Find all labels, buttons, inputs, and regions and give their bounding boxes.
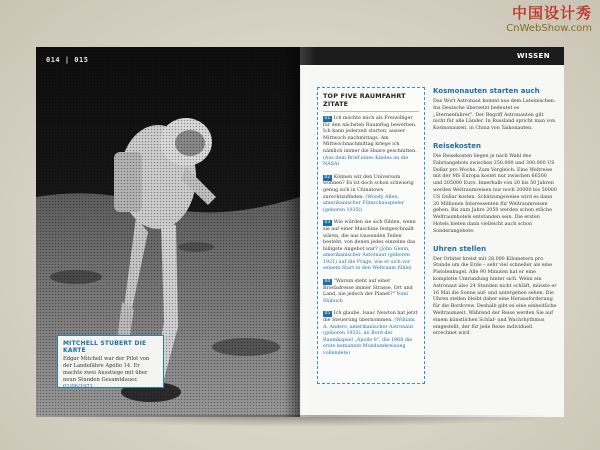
quote-number: 05	[324, 311, 331, 317]
quote-item	[323, 175, 419, 215]
section-header	[300, 47, 564, 65]
quote-text: Ich möchte mich als Freiwilliger für den nächsten Raumflug bewerben. Ich kann jederzeit starten, ausser Mittwoch nachmittags. Am Mittwochnachmittag kriege ich nämlich immer die Haare geschnitten.	[323, 116, 417, 154]
quote-source: (Woody Allen, amerikanischer Filmschauspieler (geboren 1935))	[323, 194, 405, 213]
article-paragraph: Der Orbiter kreist mit 28.000 Kilometern pro Stunde um die Erde – sehr viel schneller als eine Pistolenkugel. Alle 90 Minuten hat er eine komplette Umrundung hinter sich. Wenn ein Astronaut also 24 Stunden nicht schläft, müsste er 16 Mal die Sonne auf- und untergehen sehen. Die Uhren stellen bleibt daher eine Herausforderung für die Bordcrew. Deshalb gibt es eine einheitliche Weltraumzeit. Während der Reise werden Sie auf einem künstlichen Schlaf- und Wachrhythmus eingestellt, der für jede Reise individuell errechnet wird.	[433, 256, 557, 337]
right-page	[300, 47, 564, 417]
watermark	[506, 6, 592, 34]
quote-source: (William A. Anders, amerikanischer Astronaut (geboren 1933), an Bord der Raumkapsel „Apollo 8", die 1968 die erste bemannte Mondumkreisung vollendete)	[323, 318, 415, 356]
watermark-url: CnWebShow.com	[506, 23, 592, 34]
article-heading: Uhren stellen	[433, 244, 487, 253]
article-column	[433, 87, 557, 347]
quote-text: Ich glaube, Isaac Newton hat jetzt die Steuerung übernommen.	[323, 311, 418, 324]
quote-item	[323, 220, 419, 273]
quote-number: 02	[324, 174, 331, 180]
quote-item	[323, 279, 419, 305]
quote-source: (John Glenn, amerikanischer Astronaut (geboren 1921) auf die Frage, wie er sich vor seinem Start in den Weltraum fühle)	[323, 246, 412, 272]
caption-text	[63, 356, 158, 391]
quote-text: Wie würden sie sich fühlen, wenn sie auf einer Maschine festgeschnallt wären, die aus tausenden Teilen besteht, von denen jedes einzelne das billigste Angebot war?	[323, 220, 416, 252]
article-heading: Reisekosten	[433, 141, 481, 150]
quotes-title: TOP FIVE RAUMFAHRT ZITATE	[323, 92, 419, 112]
caption-body: Edgar Mitchell war der Pilot von der Landefähre Apollo 14. Er machte zwei Ausstiege mit über neun Stunden Gesamtdauer.	[63, 356, 150, 383]
left-page	[36, 47, 300, 417]
quote-source: Yomi Shibuch	[323, 292, 409, 304]
page-numbers: 014 | 015	[46, 56, 89, 64]
open-magazine	[36, 47, 564, 417]
article-paragraph: Das Wort Astronaut kommt aus dem Lateinischen. Ins Deutsche übersetzt bedeutet es „Sternenfahrer". Der Begriff Astronauten gilt nicht für alle Länder. In Russland spricht man von Kosmonauten, in China von Taikonauten.	[433, 99, 556, 132]
quote-number: 01	[324, 116, 331, 121]
watermark-cn: 中国设计秀	[511, 4, 592, 22]
article-paragraph: Die Reisekosten liegen je nach Wahl des Fahrtangebots zwischen 250.000 und 300.000 US Dollar pro Woche. Zum Vergleich: Eine Weltreise mit der MS Europa kostet nur zwischen 66500 und 205000 Euro. Innerhalb von 20 bis 50 Jahren werden Weltraumreisen nur noch 20000 bis 50000 US Dollar kosten. Schätzungsweise wird es dann 20 Millionen Interessenten für Weltraumreisen geben. Bis zum Jahre 2050 werden schon etliche Weltraumhotels entstanden sein. Die ersten Hotels bieten dann vielleicht auch schon Sonderangebote.	[433, 153, 557, 234]
quote-number: 03	[324, 220, 331, 226]
quote-item	[323, 311, 419, 357]
article-heading: Kosmonauten starten auch	[433, 87, 540, 95]
section-label: WISSEN	[516, 52, 550, 60]
caption-date: 02/06/1971	[63, 384, 93, 390]
quote-item	[323, 116, 419, 169]
photo-caption	[57, 335, 164, 388]
quote-text: Können wir den Universum wohnen? Es ist doch schon schwierig genug sich in Chinatown zurechtzufinden.	[323, 174, 414, 200]
quote-number: 04	[324, 279, 331, 285]
caption-title: MITCHELL STUBERT DIE KARTE	[63, 340, 147, 354]
quote-text: "Warum steht auf einer Briefadresse immer Strasse, Ort und Land, nie jedoch der Planet?"	[323, 279, 413, 298]
quotes-box	[317, 87, 425, 384]
quote-source: (Aus dem Brief eines Kindes an die NASA)	[323, 155, 409, 168]
